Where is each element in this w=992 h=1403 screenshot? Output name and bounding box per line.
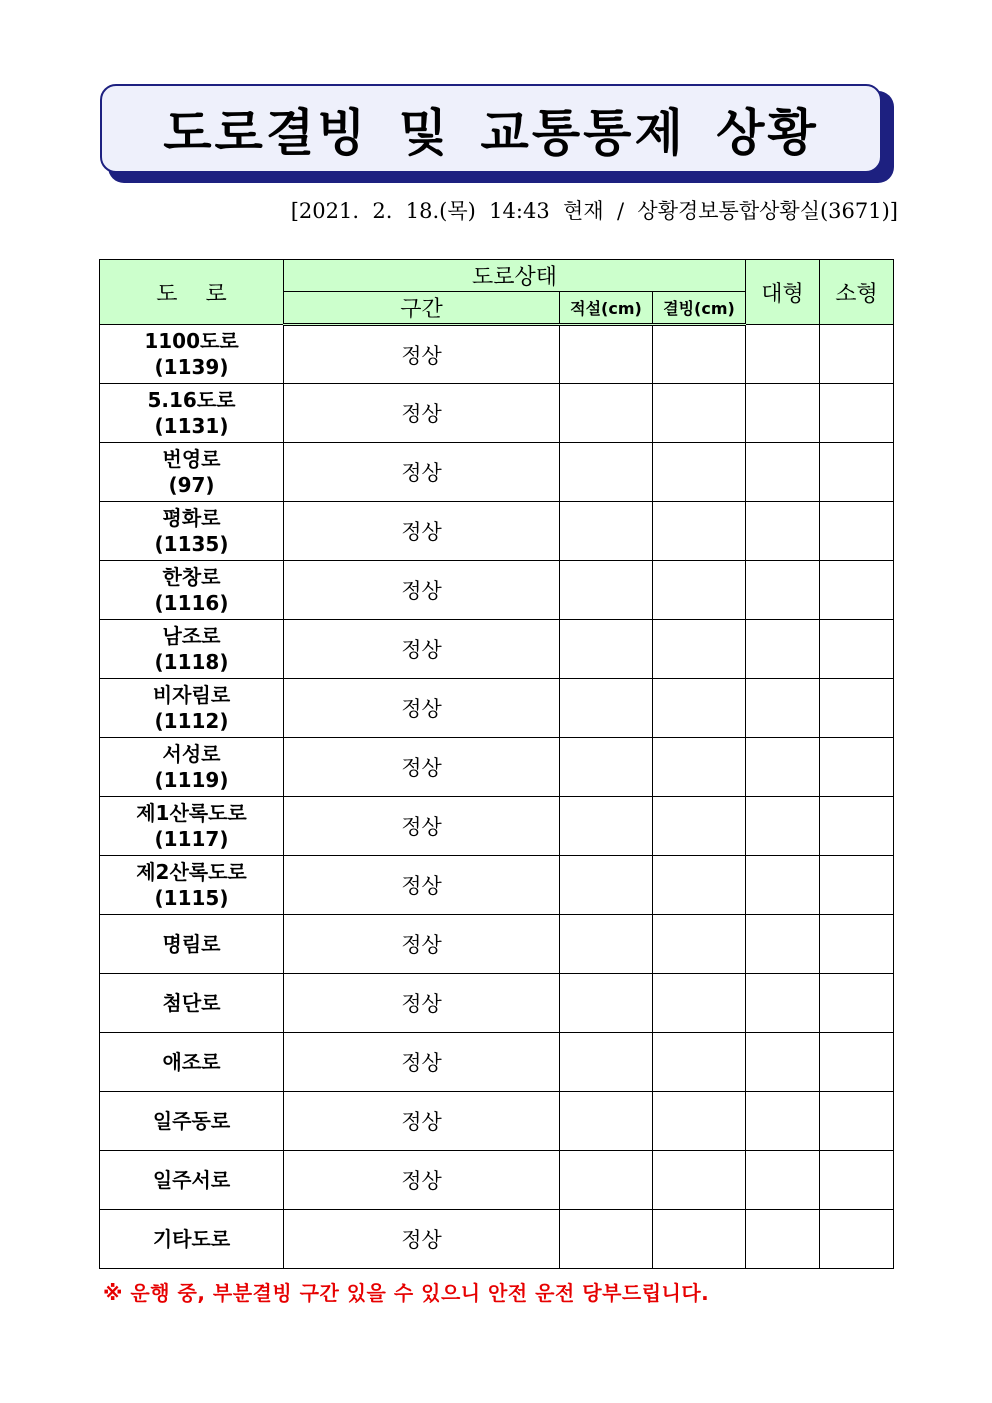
small-vehicle-cell bbox=[820, 1033, 894, 1092]
road-name: 비자림로 bbox=[152, 683, 231, 707]
ice-cell bbox=[653, 384, 746, 443]
table-row bbox=[100, 384, 894, 443]
ice-cell bbox=[653, 856, 746, 915]
large-vehicle-cell bbox=[746, 974, 820, 1033]
section-status-cell: 정상 bbox=[284, 325, 560, 384]
small-vehicle-cell bbox=[820, 325, 894, 384]
snow-cell bbox=[560, 325, 653, 384]
header-small-vehicle: 소형 bbox=[820, 260, 894, 325]
road-name: 서성로 bbox=[162, 742, 221, 766]
road-name-cell bbox=[100, 561, 284, 620]
table-row bbox=[100, 915, 894, 974]
section-status-cell: 정상 bbox=[284, 1092, 560, 1151]
header-snow: 적설(cm) bbox=[560, 292, 653, 325]
snow-cell bbox=[560, 738, 653, 797]
snow-cell bbox=[560, 915, 653, 974]
table-row bbox=[100, 620, 894, 679]
small-vehicle-cell bbox=[820, 502, 894, 561]
road-name-cell bbox=[100, 797, 284, 856]
ice-cell bbox=[653, 561, 746, 620]
large-vehicle-cell bbox=[746, 679, 820, 738]
ice-cell bbox=[653, 502, 746, 561]
snow-cell bbox=[560, 1210, 653, 1269]
section-status-cell: 정상 bbox=[284, 384, 560, 443]
page-title: 도로결빙 및 교통통제 상황 bbox=[163, 103, 819, 162]
road-code: (1131) bbox=[154, 414, 229, 438]
road-code: (1112) bbox=[154, 709, 229, 733]
ice-cell bbox=[653, 443, 746, 502]
road-name: 일주서로 bbox=[152, 1168, 231, 1192]
table-row bbox=[100, 1151, 894, 1210]
large-vehicle-cell bbox=[746, 443, 820, 502]
small-vehicle-cell bbox=[820, 679, 894, 738]
section-status-cell: 정상 bbox=[284, 1210, 560, 1269]
small-vehicle-cell bbox=[820, 561, 894, 620]
snow-cell bbox=[560, 502, 653, 561]
table-row bbox=[100, 1033, 894, 1092]
small-vehicle-cell bbox=[820, 443, 894, 502]
header-section: 구간 bbox=[284, 292, 560, 325]
ice-cell bbox=[653, 974, 746, 1033]
ice-cell bbox=[653, 797, 746, 856]
table-row bbox=[100, 738, 894, 797]
table-row bbox=[100, 679, 894, 738]
road-name-cell bbox=[100, 856, 284, 915]
snow-cell bbox=[560, 679, 653, 738]
table-row bbox=[100, 1092, 894, 1151]
snow-cell bbox=[560, 384, 653, 443]
ice-cell bbox=[653, 325, 746, 384]
section-status-cell: 정상 bbox=[284, 915, 560, 974]
road-name: 5.16도로 bbox=[147, 388, 236, 412]
road-code: (1119) bbox=[154, 768, 229, 792]
road-name: 첨단로 bbox=[162, 991, 221, 1015]
road-name-cell bbox=[100, 1092, 284, 1151]
road-name-cell bbox=[100, 974, 284, 1033]
small-vehicle-cell bbox=[820, 620, 894, 679]
small-vehicle-cell bbox=[820, 1210, 894, 1269]
road-name: 한창로 bbox=[162, 565, 221, 589]
snow-cell bbox=[560, 1033, 653, 1092]
road-name-cell bbox=[100, 1151, 284, 1210]
small-vehicle-cell bbox=[820, 1092, 894, 1151]
road-name-cell bbox=[100, 325, 284, 384]
road-name-cell bbox=[100, 443, 284, 502]
section-status-cell: 정상 bbox=[284, 679, 560, 738]
title-box bbox=[100, 84, 882, 173]
large-vehicle-cell bbox=[746, 620, 820, 679]
ice-cell bbox=[653, 1210, 746, 1269]
snow-cell bbox=[560, 561, 653, 620]
table-row bbox=[100, 325, 894, 384]
road-name: 번영로 bbox=[162, 447, 221, 471]
snow-cell bbox=[560, 443, 653, 502]
road-name-cell bbox=[100, 502, 284, 561]
road-name-cell bbox=[100, 1033, 284, 1092]
large-vehicle-cell bbox=[746, 738, 820, 797]
ice-cell bbox=[653, 1033, 746, 1092]
table-row bbox=[100, 974, 894, 1033]
section-status-cell: 정상 bbox=[284, 856, 560, 915]
road-code: (1117) bbox=[154, 827, 229, 851]
ice-cell bbox=[653, 679, 746, 738]
road-code: (1116) bbox=[154, 591, 229, 615]
road-name: 제1산록도로 bbox=[136, 801, 247, 825]
snow-cell bbox=[560, 620, 653, 679]
section-status-cell: 정상 bbox=[284, 1151, 560, 1210]
table-row bbox=[100, 856, 894, 915]
large-vehicle-cell bbox=[746, 325, 820, 384]
ice-cell bbox=[653, 738, 746, 797]
road-name-cell bbox=[100, 915, 284, 974]
road-name: 일주동로 bbox=[152, 1109, 231, 1133]
road-code: (1115) bbox=[154, 886, 229, 910]
section-status-cell: 정상 bbox=[284, 797, 560, 856]
header-road: 도 로 bbox=[100, 260, 284, 325]
road-code: (1118) bbox=[154, 650, 229, 674]
large-vehicle-cell bbox=[746, 1210, 820, 1269]
ice-cell bbox=[653, 1092, 746, 1151]
road-name: 기타도로 bbox=[152, 1227, 231, 1251]
road-name: 1100도로 bbox=[144, 329, 239, 353]
large-vehicle-cell bbox=[746, 1092, 820, 1151]
large-vehicle-cell bbox=[746, 915, 820, 974]
road-name: 애조로 bbox=[162, 1050, 221, 1074]
road-status-table bbox=[99, 259, 894, 1269]
section-status-cell: 정상 bbox=[284, 738, 560, 797]
small-vehicle-cell bbox=[820, 384, 894, 443]
ice-cell bbox=[653, 1151, 746, 1210]
large-vehicle-cell bbox=[746, 856, 820, 915]
table-row bbox=[100, 797, 894, 856]
snow-cell bbox=[560, 974, 653, 1033]
section-status-cell: 정상 bbox=[284, 443, 560, 502]
header-road-status: 도로상태 bbox=[284, 260, 746, 292]
section-status-cell: 정상 bbox=[284, 974, 560, 1033]
snow-cell bbox=[560, 1092, 653, 1151]
large-vehicle-cell bbox=[746, 1033, 820, 1092]
timestamp: [2021. 2. 18.(목) 14:43 현재 / 상황경보통합상황실(3671)] bbox=[290, 199, 898, 223]
road-name-cell bbox=[100, 384, 284, 443]
road-name: 명림로 bbox=[162, 932, 221, 956]
large-vehicle-cell bbox=[746, 384, 820, 443]
small-vehicle-cell bbox=[820, 797, 894, 856]
table-body bbox=[100, 325, 894, 1269]
road-name: 평화로 bbox=[162, 506, 221, 530]
ice-cell bbox=[653, 915, 746, 974]
road-name-cell bbox=[100, 620, 284, 679]
table-row bbox=[100, 1210, 894, 1269]
large-vehicle-cell bbox=[746, 502, 820, 561]
road-name-cell bbox=[100, 679, 284, 738]
table-row bbox=[100, 443, 894, 502]
small-vehicle-cell bbox=[820, 974, 894, 1033]
road-name: 남조로 bbox=[162, 624, 221, 648]
road-name-cell bbox=[100, 1210, 284, 1269]
ice-cell bbox=[653, 620, 746, 679]
header-large-vehicle: 대형 bbox=[746, 260, 820, 325]
section-status-cell: 정상 bbox=[284, 620, 560, 679]
small-vehicle-cell bbox=[820, 738, 894, 797]
table-row bbox=[100, 502, 894, 561]
small-vehicle-cell bbox=[820, 915, 894, 974]
snow-cell bbox=[560, 797, 653, 856]
section-status-cell: 정상 bbox=[284, 1033, 560, 1092]
large-vehicle-cell bbox=[746, 797, 820, 856]
table-row bbox=[100, 561, 894, 620]
road-code: (1139) bbox=[154, 355, 229, 379]
small-vehicle-cell bbox=[820, 856, 894, 915]
road-name-cell bbox=[100, 738, 284, 797]
safety-note: ※ 운행 중, 부분결빙 구간 있을 수 있으니 안전 운전 당부드립니다. bbox=[103, 1281, 710, 1305]
snow-cell bbox=[560, 1151, 653, 1210]
header-ice: 결빙(cm) bbox=[653, 292, 746, 325]
road-code: (1135) bbox=[154, 532, 229, 556]
large-vehicle-cell bbox=[746, 561, 820, 620]
road-code: (97) bbox=[168, 473, 215, 497]
snow-cell bbox=[560, 856, 653, 915]
small-vehicle-cell bbox=[820, 1151, 894, 1210]
section-status-cell: 정상 bbox=[284, 502, 560, 561]
road-name: 제2산록도로 bbox=[136, 860, 247, 884]
section-status-cell: 정상 bbox=[284, 561, 560, 620]
large-vehicle-cell bbox=[746, 1151, 820, 1210]
